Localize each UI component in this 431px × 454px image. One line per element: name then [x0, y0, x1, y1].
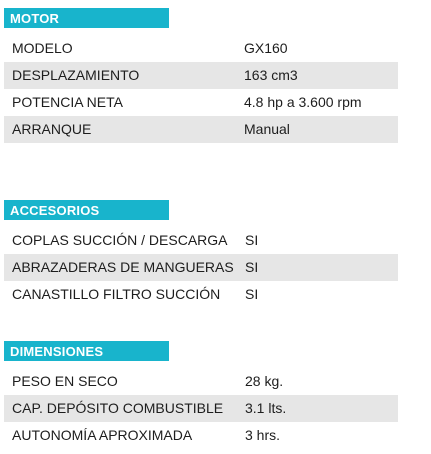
spec-row	[4, 281, 398, 308]
spec-value: 4.8 hp a 3.600 rpm	[244, 94, 362, 110]
spec-label: CANASTILLO FILTRO SUCCIÓN	[12, 286, 221, 302]
spec-label: PESO EN SECO	[12, 373, 118, 389]
spec-label: CAP. DEPÓSITO COMBUSTIBLE	[12, 400, 224, 416]
spec-value: SI	[245, 232, 259, 248]
spec-label: ABRAZADERAS DE MANGUERAS	[12, 259, 234, 275]
section-accesorios	[4, 200, 398, 308]
section-title: DIMENSIONES	[4, 341, 169, 361]
spec-row	[4, 254, 398, 281]
spec-value: 3.1 lts.	[245, 400, 287, 416]
spec-row	[4, 368, 398, 395]
spec-row	[4, 395, 398, 422]
spec-value: Manual	[244, 121, 290, 137]
spec-label: COPLAS SUCCIÓN / DESCARGA	[12, 232, 228, 248]
spec-row	[4, 62, 398, 89]
spec-row	[4, 35, 398, 62]
spec-value: GX160	[244, 40, 288, 56]
spec-row	[4, 422, 398, 449]
section-dimensiones	[4, 341, 398, 449]
spec-label: AUTONOMÍA APROXIMADA	[12, 427, 193, 443]
spec-label: DESPLAZAMIENTO	[12, 67, 140, 83]
spec-label: ARRANQUE	[12, 121, 92, 137]
section-motor	[4, 8, 398, 143]
spec-row	[4, 227, 398, 254]
spec-value: SI	[245, 286, 259, 302]
spec-label: MODELO	[12, 40, 73, 56]
spec-value: 3 hrs.	[245, 427, 281, 443]
spec-value: SI	[245, 259, 259, 275]
spec-row	[4, 89, 398, 116]
spec-row	[4, 116, 398, 143]
spec-value: 163 cm3	[244, 67, 298, 83]
section-title: MOTOR	[4, 8, 169, 28]
spec-label: POTENCIA NETA	[12, 94, 123, 110]
section-title: ACCESORIOS	[4, 200, 169, 220]
spec-value: 28 kg.	[245, 373, 284, 389]
